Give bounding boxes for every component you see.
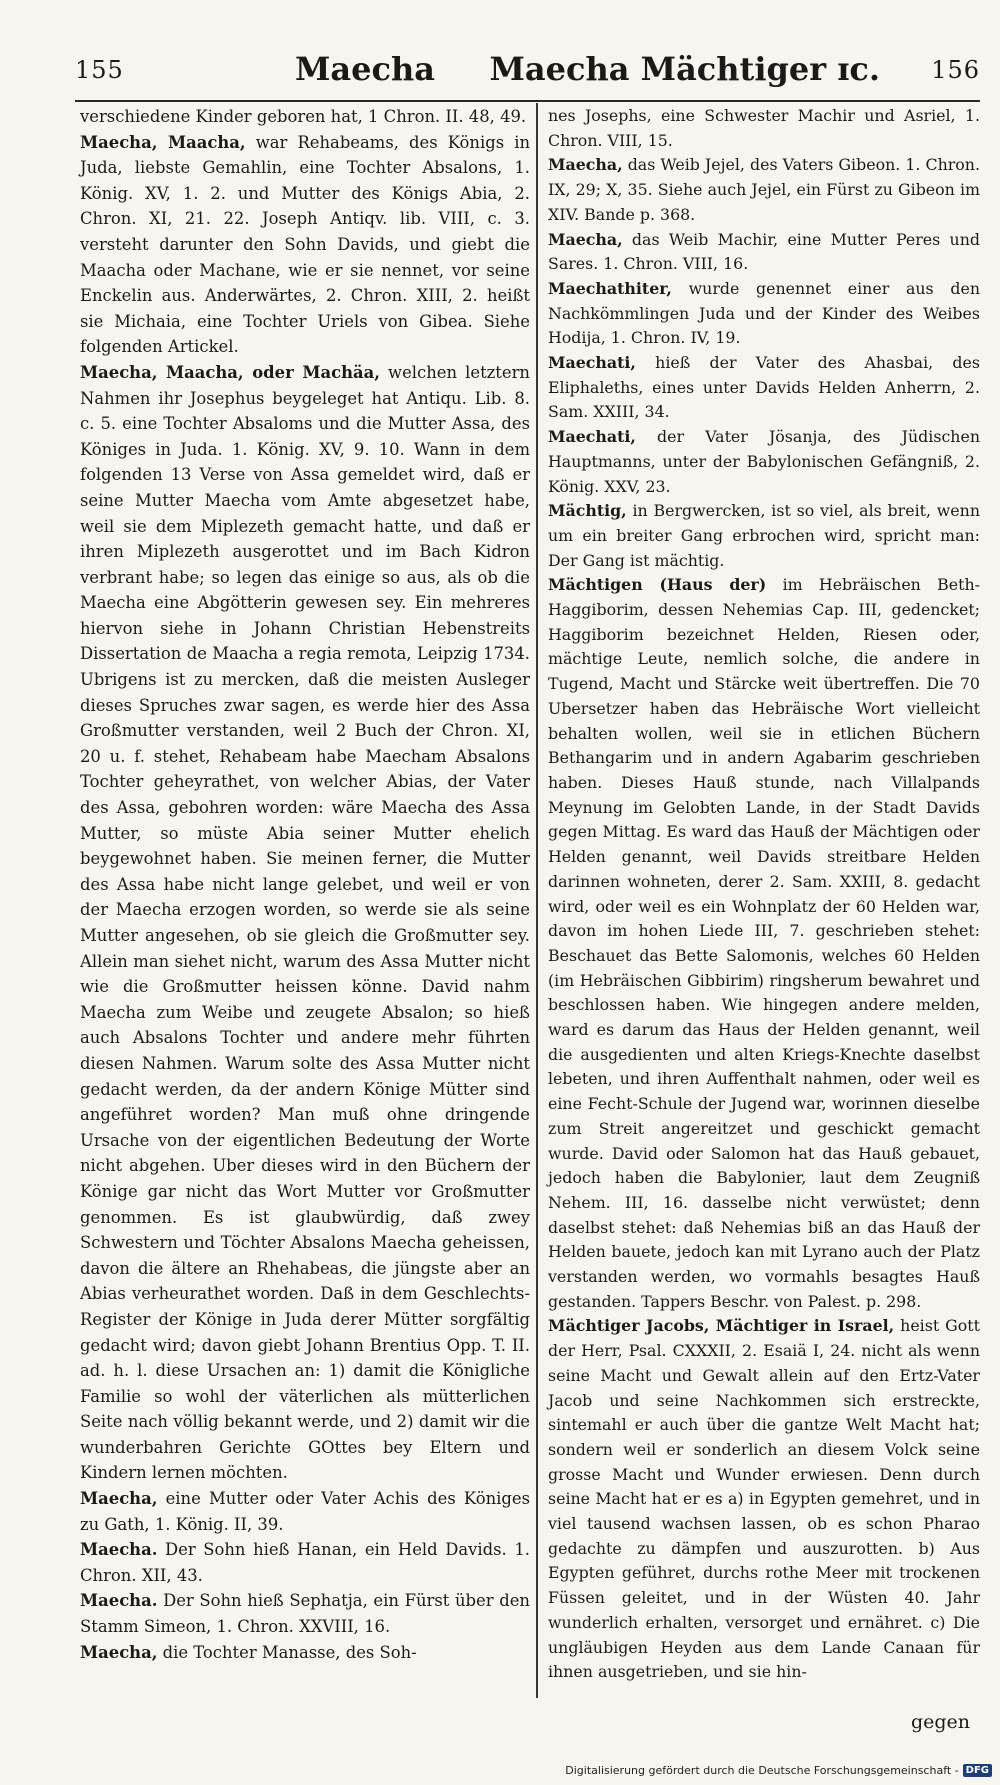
entry-text: Der Sohn hieß Hanan, ein Held Davids. 1. Chron. XII, 43. [80, 1540, 530, 1585]
page-number-left: 155 [75, 56, 124, 84]
footer-text: Digitalisierung gefördert durch die Deutsche Forschungsgemeinschaft - [565, 1764, 959, 1777]
dictionary-entry [80, 130, 530, 360]
left-column [80, 104, 530, 1665]
entry-headword: Mächtig, [548, 501, 627, 521]
entry-headword: Maechati, [548, 353, 636, 373]
entry-headword: Mächtiger Jacobs, Mächtiger in Israel, [548, 1316, 895, 1336]
entry-text: die Tochter Manasse, des Soh- [157, 1642, 417, 1662]
entry-headword: Maecha, [548, 229, 623, 249]
dictionary-entry [80, 360, 530, 1486]
entry-text: nes Josephs, eine Schwester Machir und Asriel, 1. Chron. VIII, 15. [548, 106, 980, 150]
page-number-right: 156 [931, 56, 980, 84]
entry-text: war Rehabeams, des Königs in Juda, liebste Gemahlin, eine Tochter Absalons, 1. König. XV, 1. 2. und Mutter des Königs Abia, 2. Chron. XI, 21. 22. Joseph Antiqv. lib. VIII, c. 3. versteht darunter den Sohn Davids, und giebt die Maacha oder Machane, wie er sie nennet, vor seine Enckelin aus. Anderwärtes, 2. Chron. XIII, 2. heißt sie Michaia, eine Tochter Uriels von Gibea. Siehe folgenden Artickel. [80, 132, 531, 357]
entry-headword: Maecha. [80, 1540, 158, 1560]
entry-text: das Weib Machir, eine Mutter Peres und Sares. 1. Chron. VIII, 16. [548, 229, 980, 274]
entry-headword: Maecha, [548, 155, 623, 175]
entry-headword: Maecha. [80, 1591, 158, 1611]
dictionary-entry [80, 104, 530, 130]
dictionary-entry [548, 153, 980, 227]
column-divider [536, 103, 538, 1698]
dictionary-entry [80, 1486, 530, 1537]
header-rule [75, 100, 980, 102]
running-title-left: Maecha [295, 50, 435, 88]
entry-headword: Mächtigen (Haus der) [548, 575, 767, 595]
running-header [70, 46, 990, 96]
entry-headword: Maechathiter, [548, 278, 672, 298]
entry-text: im Hebräischen Beth-Haggiborim, dessen Nehemias Cap. III, gedencket; Haggiborim bezeichnet Helden, Riesen oder, mächtige Leute, nemlich solche, die andere in Tugend, Macht und Stärcke weit übertreffen. Die 70 Ubersetzer haben das Hebräische Wort vielleicht behalten wollen, weil sie in etlichen Büchern Bethangarim und in andern Agabarim geschrieben haben. Dieses Hauß stunde, nach Villalpands Meynung im Gelobten Lande, in der Stadt Davids gegen Mittag. Es ward das Hauß der Mächtigen oder Helden genannt, weil Davids streitbare Helden darinnen wohneten, derer 2. Sam. XXIII, 8. gedacht wird, oder weil es ein Wohnplatz der 60 Helden war, davon im hohen Liede III, 7. geschrieben stehet: Beschauet das Bette Salomonis, welches 60 Helden (im Hebräischen Gibbirim) ringsherum bewahret und beschlossen haben. Wie hingegen andere melden, ward es darum das Haus der Helden genannt, weil die ausgedienten und alten Kriegs-Knechte daselbst lebeten, und ihren Auffenthalt nahmen, oder weil es eine Fecht-Schule der Jugend war, worinnen dieselbe zum Streit angereitzet und geschickt gemacht wurde. David oder Salomon hat das Hauß gebauet, jedoch haben die Babylonier, laut dem Zeugniß Nehem. III, 16. dasselbe nicht verwüstet; denn daselbst stehet: daß Nehemias biß an das Hauß der Helden bauete, jedoch kan mit Lyrano auch der Platz verstanden werden, wo vormahls besagtes Hauß gestanden. Tappers Beschr. von Palest. p. 298. [548, 575, 980, 1311]
dictionary-entry [548, 277, 980, 351]
dictionary-entry [548, 499, 980, 573]
dictionary-entry [548, 573, 980, 1314]
entry-text: hieß der Vater des Ahasbai, des Eliphaleths, eines unter Davids Helden Anherrn, 2. Sam. XXIII, 34. [548, 353, 980, 422]
entry-text: der Vater Jösanja, des Jüdischen Hauptmanns, unter der Babylonischen Gefängniß, 2. König. XXV, 23. [548, 427, 980, 496]
digitization-footer [565, 1764, 992, 1777]
entry-headword: Maechati, [548, 427, 636, 447]
entry-text: verschiedene Kinder geboren hat, 1 Chron. II. 48, 49. [80, 107, 527, 126]
catchword: gegen [910, 1711, 970, 1733]
dfg-logo: DFG [963, 1764, 992, 1777]
dictionary-entry [80, 1588, 530, 1639]
running-title-right: Maecha Mächtiger ɪc. [489, 50, 880, 88]
entry-text: heist Gott der Herr, Psal. CXXXII, 2. Esaiä I, 24. nicht als wenn seine Macht und Gewalt allein auf den Ertz-Vater Jacob und seine Nachkommen sich erstreckte, sintemahl er auch über die gantze Welt Macht hat; sondern weil er sonderlich an diesem Volck seine grosse Macht und Wunder erwiesen. Denn durch seine Macht hat er es a) in Egypten gemehret, und in viel tausend wachsen lassen, ob es schon Pharao gedachte zu dämpfen und auszurotten. b) Aus Egypten geführet, durchs rothe Meer mit trockenen Füssen geleitet, und in der Wüsten 40. Jahr wunderlich erhalten, versorget und ernähret. c) Die ungläubigen Heyden aus dem Lande Canaan für ihnen ausgetrieben, und sie hin- [548, 1316, 980, 1682]
dictionary-entry [548, 1314, 980, 1685]
dictionary-entry [548, 104, 980, 153]
right-column [548, 104, 980, 1685]
entry-headword: Maecha, Maacha, oder Machäa, [80, 362, 380, 382]
dictionary-entry [80, 1537, 530, 1588]
dictionary-entry [548, 425, 980, 499]
dictionary-entry [548, 351, 980, 425]
entry-headword: Maecha, [80, 1642, 158, 1662]
entry-text: das Weib Jejel, des Vaters Gibeon. 1. Chron. IX, 29; X, 35. Siehe auch Jejel, ein Fürst zu Gibeon im XIV. Bande p. 368. [548, 155, 980, 224]
entry-text: eine Mutter oder Vater Achis des Königes zu Gath, 1. König. II, 39. [80, 1489, 530, 1534]
entry-headword: Maecha, [80, 1489, 158, 1509]
entry-text: welchen letztern Nahmen ihr Josephus beygeleget hat Antiqu. Lib. 8. c. 5. eine Tochter Absaloms und die Mutter Assa, des Königes in Juda. 1. König. XV, 9. 10. Wann in dem folgenden 13 Verse von Assa gemeldet wird, daß er seine Mutter Maecha vom Amte abgesetzet habe, weil sie dem Miplezeth gemacht hatte, und daß er ihren Miplezeth ausgerottet und im Bach Kidron verbrant habe; so legen das einige so aus, als ob die Maecha eine Abgötterin gewesen sey. Ein mehreres hiervon siehe in Johann Christian Hebenstreits Dissertation de Maacha a regia remota, Leipzig 1734. Ubrigens ist zu mercken, daß die meisten Ausleger dieses Spruches zwar sagen, es werde hier des Assa Großmutter verstanden, weil 2 Buch der Chron. XI, 20 u. f. stehet, Rehabeam habe Maecham Absalons Tochter geheyrathet, von welcher Abias, der Vater des Assa, gebohren worden: wäre Maecha des Assa Mutter, so müste Abia seiner Mutter ehelich beygewohnet haben. Sie meinen ferner, die Mutter des Assa habe nicht lange gelebet, und weil er von der Maecha erzogen worden, so werde sie als seine Mutter angesehen, ob sie gleich die Großmutter sey. Allein man siehet nicht, warum des Assa Mutter nicht wie die Großmutter heissen könne. David nahm Maecha zum Weibe und zeugete Absalon; so hieß auch Absalons Tochter und andere mehr führten diesen Nahmen. Warum solte des Assa Mutter nicht gedacht werden, da der andern Könige Mütter sind angeführet worden? Man muß ohne dringende Ursache von der eigentlichen Bedeutung der Worte nicht abgehen. Uber dieses wird in den Büchern der Könige gar nicht das Wort Mutter vor Großmutter genommen. Es ist glaubwürdig, daß zwey Schwestern und Töchter Absalons Maecha geheissen, davon die ältere an Rhehabeas, die jüngste aber an Abias verheurathet worden. Daß in dem Geschlechts-Register der Könige in Juda derer Mütter sorgfältig gedacht wird; davon giebt Johann Brentius Opp. T. II. ad. h. l. diese Ursachen an: 1) damit die Königliche Familie so wohl der väterlichen als mütterlichen Seite nach völlig bekannt werde, und 2) damit wir die wunderbahren Gerichte GOttes bey Eltern und Kindern lernen möchten. [80, 362, 530, 1483]
entry-text: wurde genennet einer aus den Nachkömmlingen Juda und der Kinder des Weibes Hodija, 1. Chron. IV, 19. [548, 278, 980, 348]
entry-text: in Bergwercken, ist so viel, als breit, wenn um ein breiter Gang erbrochen wird, spricht man: Der Gang ist mächtig. [548, 501, 980, 570]
dictionary-entry [80, 1640, 530, 1666]
entry-headword: Maecha, Maacha, [80, 132, 246, 152]
entry-text: Der Sohn hieß Sephatja, ein Fürst über den Stamm Simeon, 1. Chron. XXVIII, 16. [80, 1591, 530, 1637]
dictionary-entry [548, 228, 980, 277]
